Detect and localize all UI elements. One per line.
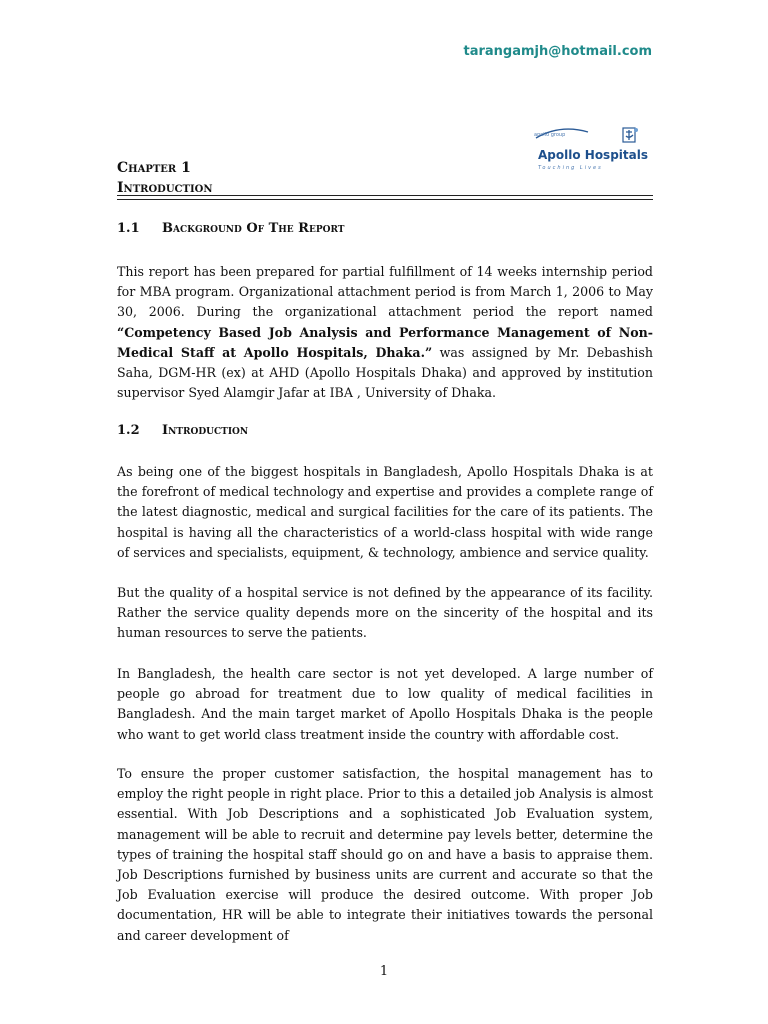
paragraph-text: was assigned by Mr. Debashish Saha, DGM-HR (ex) at AHD (Apollo Hospitals Dhaka) and approved by institution supervisor Syed Alamgir Jafar at IBA , University of Dhaka.	[117, 344, 653, 401]
chapter-rule-thick	[117, 195, 653, 196]
author-email: tarangamjh@hotmail.com	[463, 44, 652, 59]
section-title: Introduction	[162, 423, 249, 438]
chapter-number: Chapter 1	[117, 160, 191, 176]
chapter-title: Introduction	[117, 180, 213, 196]
section-title: Background Of The Report	[162, 221, 345, 236]
apollo-emblem-icon	[618, 126, 642, 148]
section-heading-1-2	[117, 423, 248, 438]
chapter-heading	[117, 158, 212, 198]
report-title-bold: “Competency Based Job Analysis and Performance Management of Non-Medical Staff at Apollo Hospitals, Dhaka.”	[117, 324, 653, 360]
paragraph-intro-2: But the quality of a hospital service is not defined by the appearance of its facility. Rather the service quality depends more on the sincerity of the hospital and its human resources to serve the patients.	[117, 585, 653, 641]
paragraph-intro-1: As being one of the biggest hospitals in Bangladesh, Apollo Hospitals Dhaka is at the forefront of medical technology and expertise and provides a complete range of the latest diagnostic, medical and surgical facilities for the care of its patients. The hospital is having all the characteristics of a world-class hospital with wide range of services and specialists, equipment, & technology, ambience and service quality.	[117, 464, 653, 560]
section-number: 1.2	[117, 423, 140, 438]
paragraph-text: This report has been prepared for partial fulfillment of 14 weeks internship period for MBA program. Organizational attachment period is from March 1, 2006 to May 30, 2006. During the organizational attachment period the report named	[117, 264, 653, 320]
apollo-hospitals-logo	[532, 126, 648, 172]
paragraph-intro-4: To ensure the proper customer satisfaction, the hospital management has to employ the right people in right place. Prior to this a detailed job Analysis is almost essential. With Job Descriptions and a sophisticated Job Evaluation system, management will be able to recruit and determine pay levels better, determine the types of training the hospital staff should go on and have a basis to appraise them. Job Descriptions furnished by business units are current and accurate so that the Job Evaluation exercise will produce the desired outcome. With proper Job documentation, HR will be able to integrate their initiatives towards the personal and career development of	[117, 766, 653, 943]
logo-tagline: Touching Lives	[538, 165, 603, 171]
paragraph-background	[117, 262, 653, 403]
logo-group-text: apollo group	[534, 132, 566, 138]
page-number: 1	[379, 964, 389, 979]
paragraph-intro-3: In Bangladesh, the health care sector is not yet developed. A large number of people go abroad for treatment due to low quality of medical facilities in Bangladesh. And the main target market of Apollo Hospitals Dhaka is the people who want to get world class treatment inside the country with affordable cost.	[117, 666, 653, 742]
section-number: 1.1	[117, 221, 140, 236]
section-heading-1-1	[117, 221, 344, 236]
chapter-rule-thin	[117, 199, 653, 200]
logo-name: Apollo Hospitals	[538, 148, 648, 162]
